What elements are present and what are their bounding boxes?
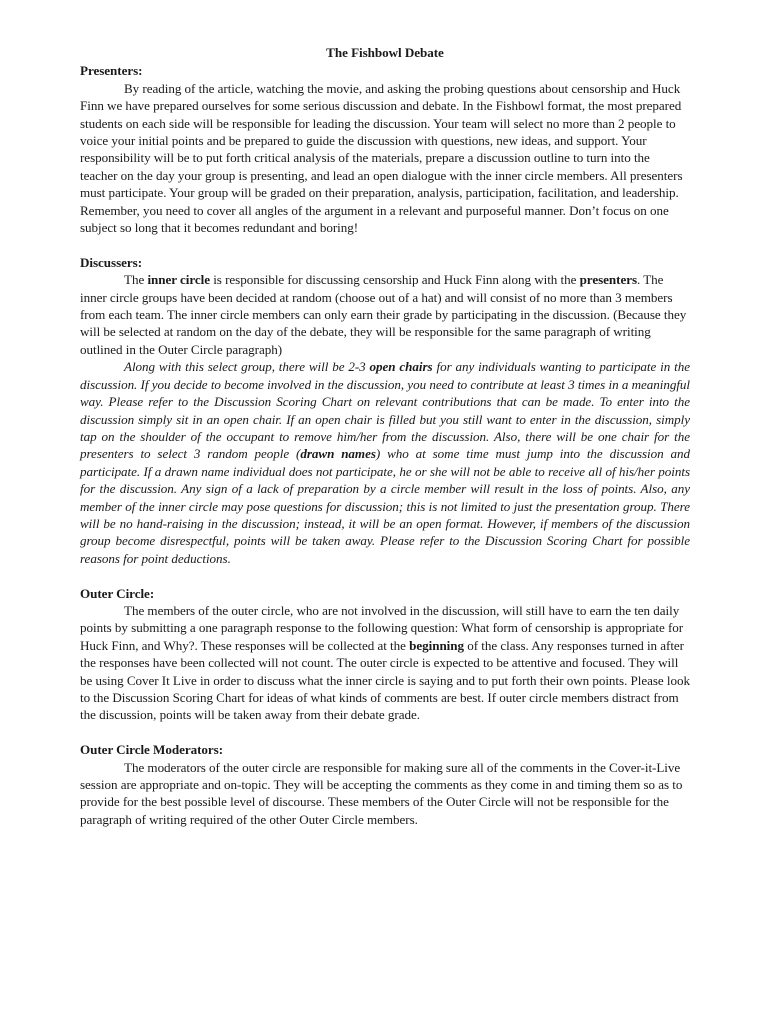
presenters-paragraph: By reading of the article, watching the movie, and asking the probing questions about censorship and Huck Finn we have prepared ourselves for some serious discussion and debate. In the Fishbowl format, the most prepared students on each side will be responsible for leading the discussion. Your team will select no more than 2 people to voice your initial points and be prepared to guide the discussion with questions, new ideas, and support. Your responsibility will be to put forth critical analysis of the materials, prepare a discussion outline to turn into the teacher on the day your group is presenting, and lead an open dialogue with the inner circle members. All presenters must participate. Your group will be graded on their preparation, analysis, participation, facilitation, and leadership. Remember, you need to cover all angles of the argument in a relevant and purposeful manner. Don’t focus on one subject so long that it becomes redundant and boring!	[80, 80, 683, 236]
moderators-heading: Outer Circle Moderators:	[80, 742, 224, 758]
document-page	[80, 44, 690, 828]
presenters-heading: Presenters:	[80, 63, 143, 79]
open-chairs-term: open chairs	[369, 359, 433, 375]
text-run: for any individuals wanting to participate in the discussion. If you decide to become involved in the discussion, you need to contribute at least 3 times in a meaningful way. Please refer to the Discussion Scoring Chart on relevant contributions that can be made. To enter into the discussion simply sit in an open chair. If an open chair is filled but you still want to enter in the discussion, simply tap on the shoulder of the occupant to remove him/her from the discussion. Also, there will be one chair for the presenters to select 3 random people (	[80, 359, 690, 462]
text-run: . The inner circle groups have been decided at random (choose out of a hat) and will consist of no more than 3 members from each team. The inner circle members can only earn their grade by participating in the discussion. (Because they will be selected at random on the day of the debate, they will be responsible for the same paragraph of writing outlined in the Outer Circle paragraph)	[80, 272, 687, 357]
text-run: Along with this select group, there will be 2-3	[124, 359, 370, 375]
text-run: is responsible for discussing censorship and Huck Finn along with the	[210, 272, 580, 288]
moderators-paragraph: The moderators of the outer circle are responsible for making sure all of the comments in the Cover-it-Live session are appropriate and on-topic. They will be accepting the comments as they come in and timing them so as to provide for the best possible level of discourse. These members of the Outer Circle will not be responsible for the paragraph of writing required of the other Outer Circle members.	[80, 759, 683, 827]
inner-circle-term: inner circle	[147, 272, 210, 288]
section-spacer	[80, 724, 690, 741]
presenters-term: presenters	[579, 272, 638, 288]
document-title: The Fishbowl Debate	[326, 45, 444, 60]
drawn-names-term: drawn names	[300, 446, 376, 462]
text-run: The	[124, 272, 148, 288]
discussers-heading: Discussers:	[80, 254, 143, 270]
text-run: ) who at some time must jump into the discussion and participate. If a drawn name individual does not participate, he or she will not be able to receive all of his/her points for the discussion. Any sign of a lack of preparation by a circle member will result in the loss of points. Also, any member of the inner circle may pose questions for discussion; this is not limited to just the presentation group. There will be no hand-raising in the discussion; instead, it will be an open format. However, if members of the discussion group become disrespectful, points will be taken away. Please refer to the Discussion Scoring Chart for possible reasons for point deductions.	[80, 446, 691, 566]
discussers-paragraph-1	[80, 271, 690, 358]
discussers-paragraph-2	[80, 358, 690, 567]
beginning-term: beginning	[409, 637, 465, 653]
outer-circle-paragraph	[80, 602, 690, 724]
section-spacer	[80, 236, 690, 253]
text-run: The members of the outer circle, who are not involved in the discussion, will still have to earn the ten daily points by submitting a one paragraph response to the following question: What form of censorship is appropriate for Huck Finn, and Why?. These responses will be collected at the	[80, 602, 684, 653]
text-run: of the class. Any responses turned in after the responses have been collected will not count. The outer circle is expected to be attentive and focused. They will be using Cover It Live in order to discuss what the inner circle is saying and to put forth their own points. Please look to the Discussion Scoring Chart for ideas of what kinds of comments are best. If outer circle members distract from the discussion, points will be taken away from their debate grade.	[80, 637, 690, 723]
outer-circle-heading: Outer Circle:	[80, 585, 155, 601]
section-spacer	[80, 567, 690, 584]
